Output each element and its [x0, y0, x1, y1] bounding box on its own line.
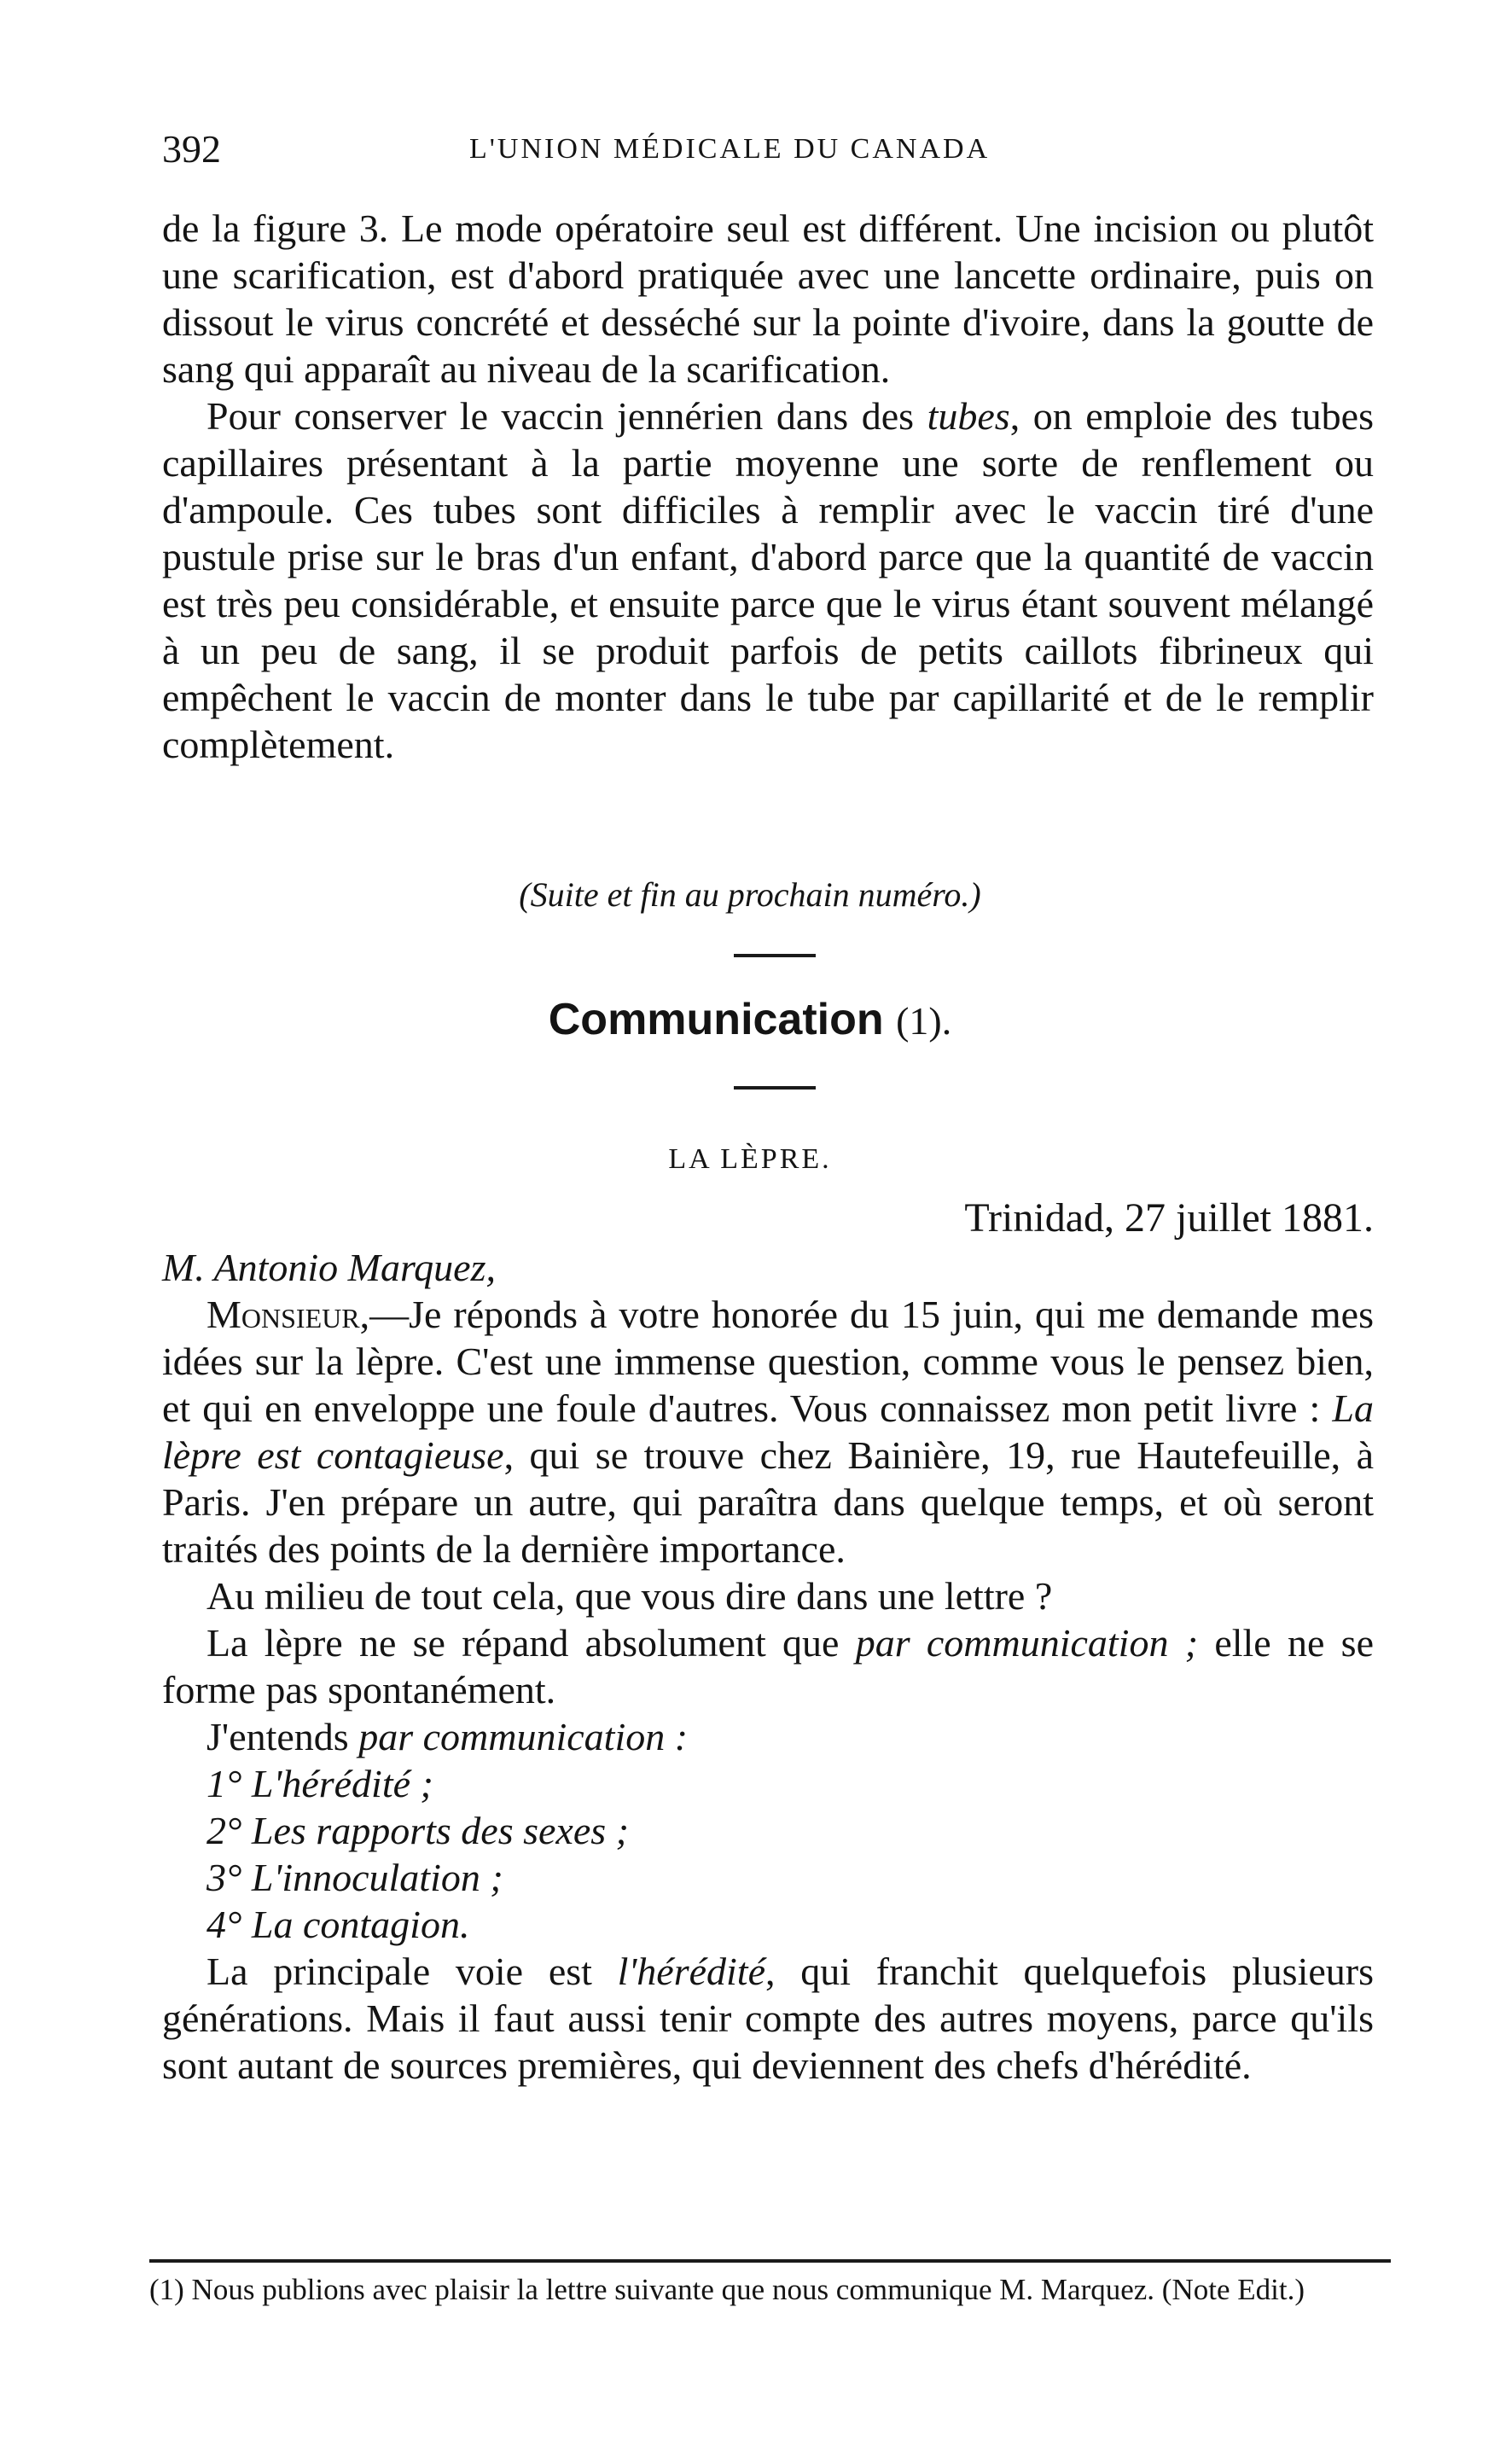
small-caps-text: Monsieur,	[206, 1293, 370, 1336]
article-continuation	[162, 205, 1374, 768]
paragraph: Au milieu de tout cela, que vous dire dans une lettre ?	[206, 1574, 1053, 1618]
section-title-text: Communication	[548, 995, 884, 1044]
list-item: 2° Les rapports des sexes ;	[206, 1809, 629, 1852]
text-run: La lèpre ne se répand absolument que	[206, 1621, 856, 1665]
list-item: 1° L'hérédité ;	[206, 1762, 433, 1805]
text-run: elle ne se forme pas spontanément.	[162, 1621, 1374, 1711]
letter-dateline: Trinidad, 27 juillet 1881.	[964, 1195, 1374, 1241]
emphasis: par communication ;	[855, 1621, 1199, 1665]
continuation-note: (Suite et fin au prochain numéro.)	[519, 875, 981, 914]
divider	[734, 954, 816, 957]
text-run: , qui franchit quelquefois plusieurs générations. Mais il faut aussi tenir compte des autres moyens, parce qu'ils sont autant de sources premières, qui deviennent des chefs d'hérédité.	[162, 1950, 1374, 2087]
text-run: , qui se trouve chez Bainière, 19, rue Hautefeuille, à Paris. J'en prépare un autre, qui paraîtra dans quelque temps, et où seront traités des points de la dernière importance.	[162, 1433, 1375, 1571]
text-run: Pour conserver le vaccin jennérien dans des	[206, 394, 927, 438]
paragraph	[162, 1948, 1374, 2089]
paragraph	[162, 392, 1374, 768]
paragraph	[162, 1713, 1374, 1760]
page-number: 392	[162, 127, 221, 171]
text-run: La principale voie est	[206, 1950, 618, 1993]
section-title	[0, 994, 1500, 1045]
paragraph: de la figure 3. Le mode opératoire seul est différent. Une incision ou plutôt une scarification, est d'abord pratiquée avec une lancette ordinaire, puis on dissout le virus concrété et desséché sur la pointe d'ivoire, dans la goutte de sang qui apparaît au niveau de la scarification.	[162, 206, 1374, 391]
emphasis: l'hérédité	[617, 1950, 766, 1993]
emphasis: La lèpre est contagieuse	[162, 1386, 1374, 1477]
section-subtitle: LA LÈPRE.	[668, 1143, 832, 1175]
divider	[734, 1086, 816, 1090]
text-run: , on emploie des tubes capillaires présentant à la partie moyenne une sorte de renflement ou d'ampoule. Ces tubes sont difficiles à remplir avec le vaccin tiré d'une pustule prise sur le bras d'un enfant, d'abord parce que la quantité de vaccin est très peu considérable, et ensuite parce que le virus étant souvent mélangé à un peu de sang, il se produit parfois de petits caillots fibrineux qui empêchent le vaccin de monter dans le tube par capillarité et de le remplir complètement.	[162, 394, 1375, 766]
running-head: L'UNION MÉDICALE DU CANADA	[469, 133, 991, 165]
paragraph	[162, 1291, 1374, 1572]
footnote-ref: (1).	[896, 999, 952, 1043]
list-item: 3° L'innoculation ;	[206, 1856, 503, 1899]
paragraph	[162, 1619, 1374, 1713]
text-run: J'entends	[206, 1715, 359, 1758]
page-header	[162, 126, 1374, 177]
emphasis: par communication :	[358, 1715, 689, 1758]
footnote-divider	[149, 2259, 1391, 2263]
text-run: —Je réponds à votre honorée du 15 juin, qui me demande mes idées sur la lèpre. C'est une immense question, comme vous le pensez bien, et qui en enveloppe une foule d'autres. Vous connaissez mon petit livre :	[162, 1293, 1374, 1430]
letter-body	[162, 1244, 1374, 2089]
letter-salutation: M. Antonio Marquez,	[162, 1246, 496, 1289]
footnote: (1) Nous publions avec plaisir la lettre suivante que nous communique M. Marquez. (Note Edit.)	[149, 2273, 1305, 2306]
list-item: 4° La contagion.	[206, 1903, 470, 1946]
emphasis: tubes	[927, 394, 1010, 438]
